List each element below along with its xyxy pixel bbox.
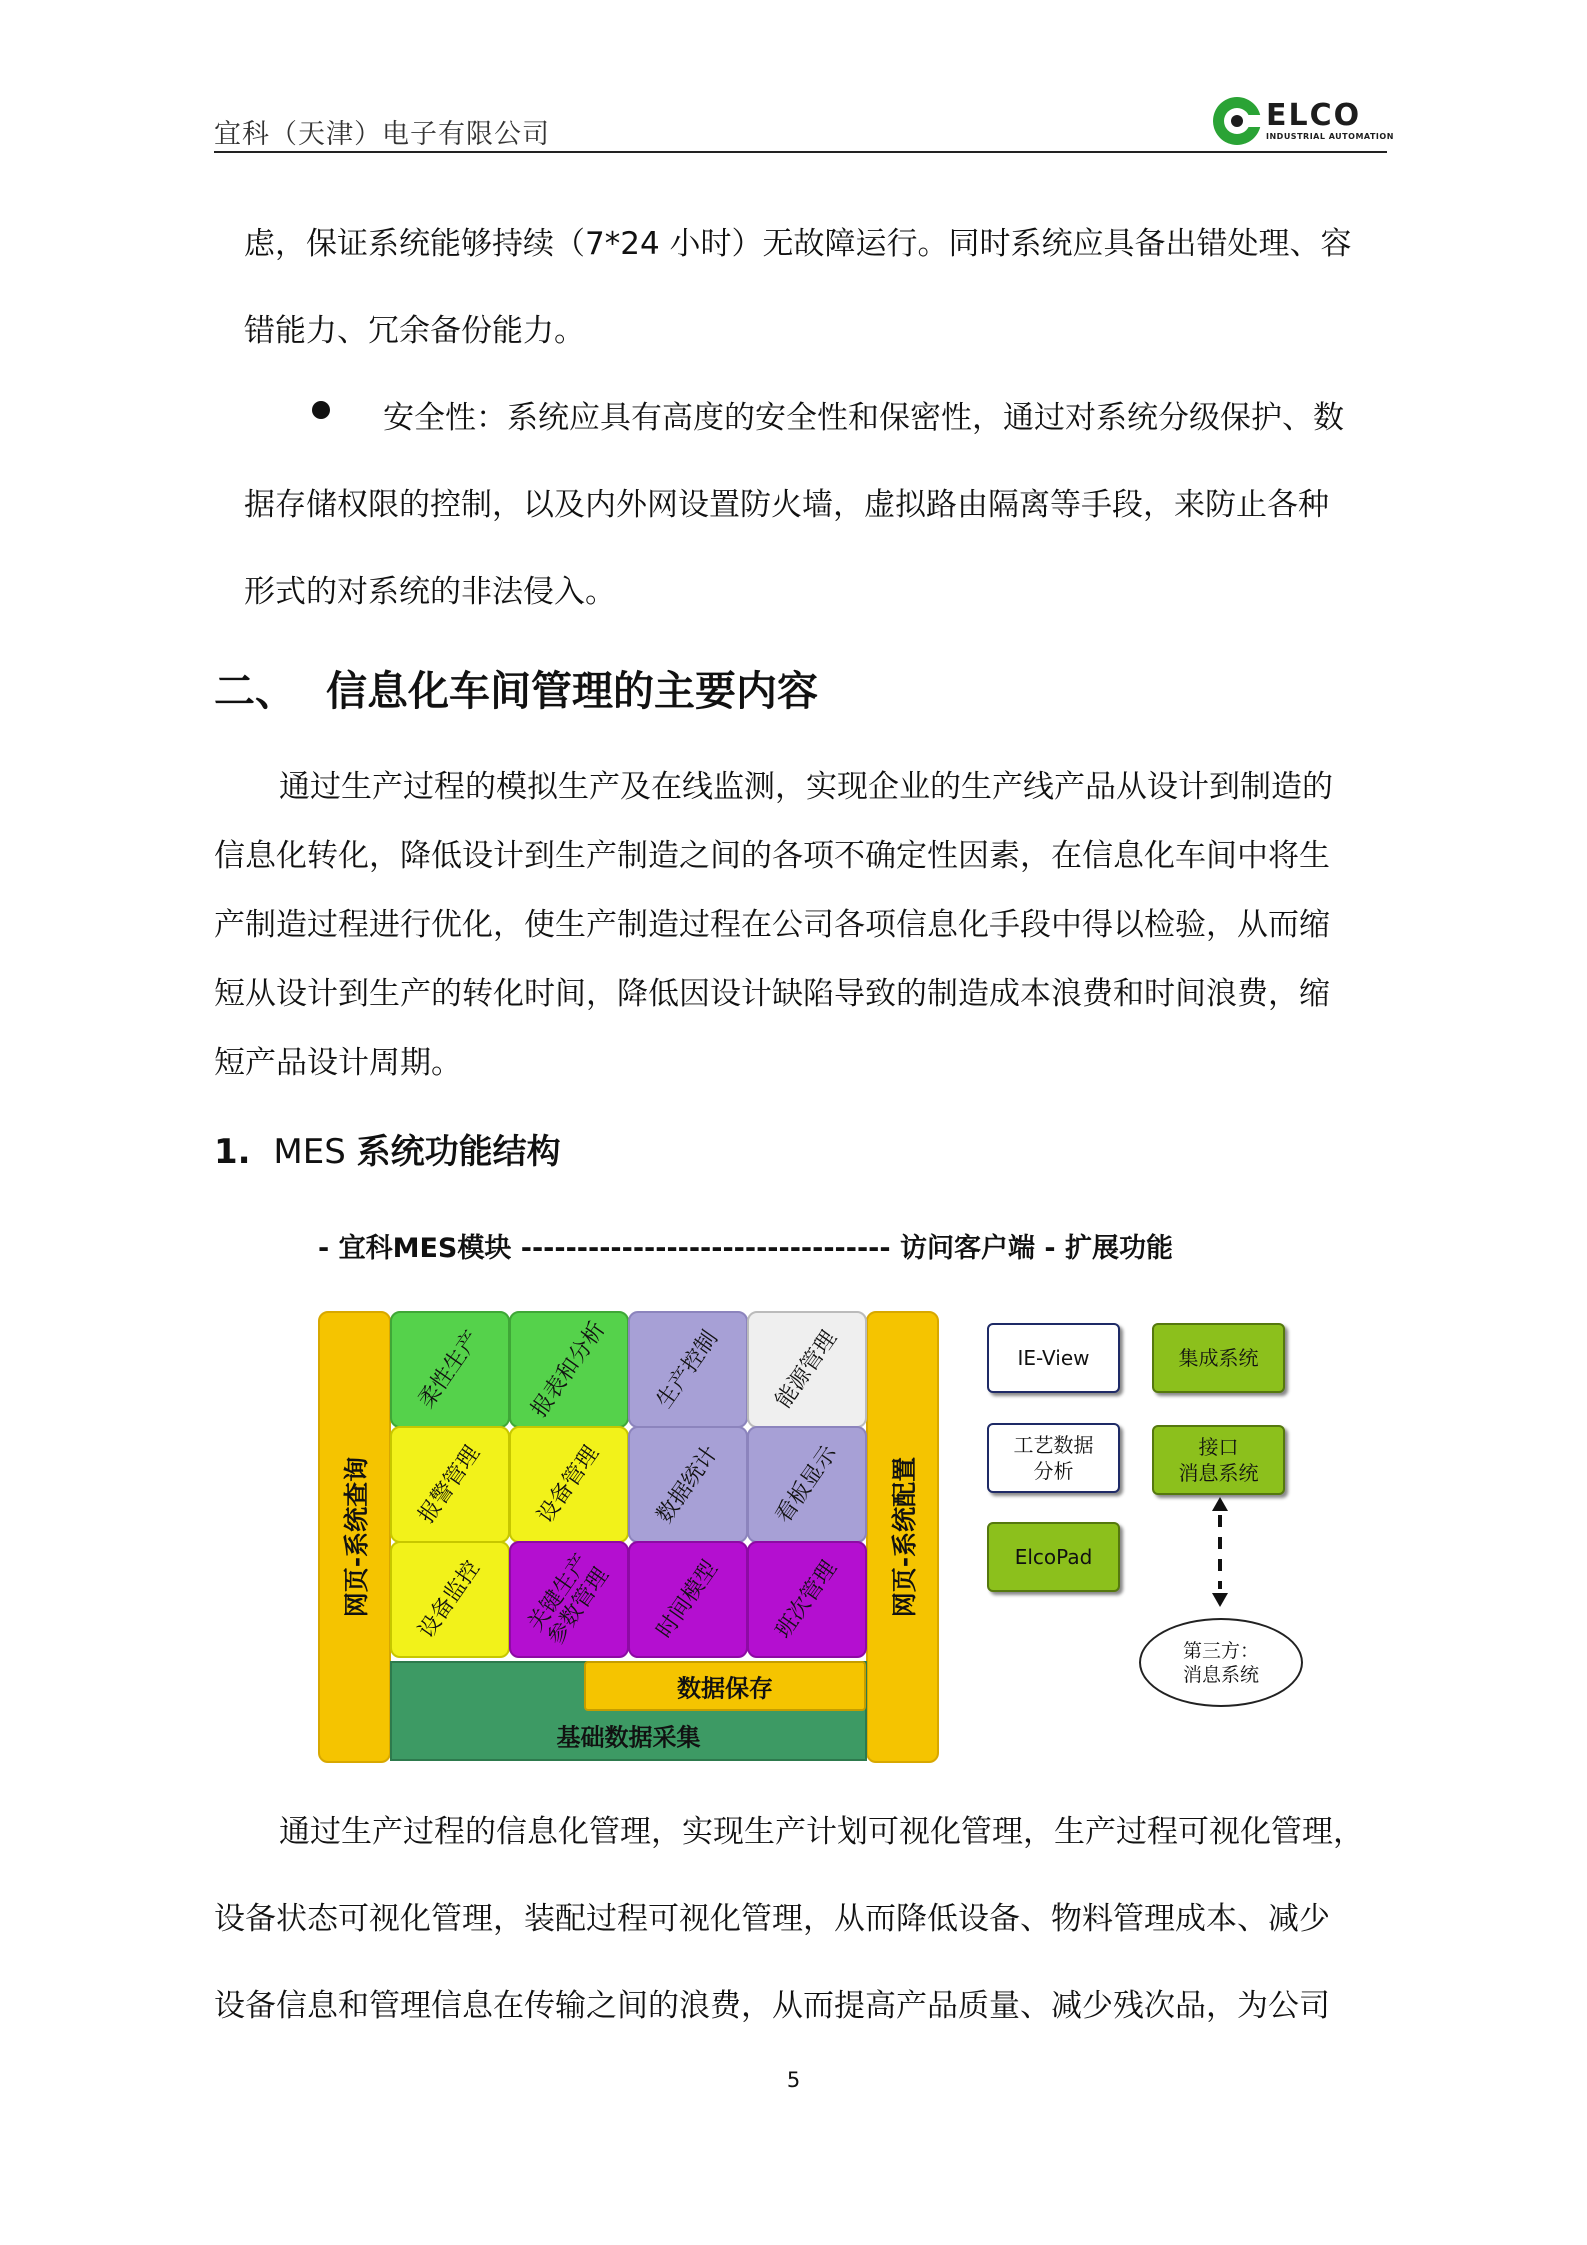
module-label: 关键生产 参数管理	[523, 1549, 614, 1650]
extension-box	[1152, 1425, 1285, 1495]
extension-box	[1152, 1323, 1285, 1393]
module-label: 时间模型	[652, 1555, 724, 1643]
data-save-bar	[584, 1661, 866, 1711]
right-pillar-label: 网页-系统配置	[889, 1456, 919, 1618]
text-line: 通过生产过程的模拟生产及在线监测，实现企业的生产线产品从设计到制造的	[279, 769, 1333, 805]
module-cell	[390, 1541, 510, 1658]
module-label: 能源管理	[771, 1325, 843, 1413]
header-company: 宜科（天津）电子有限公司	[214, 119, 550, 150]
text-line: 虑，保证系统能够持续（7*24 小时）无故障运行。同时系统应具备出错处理、容	[244, 226, 1352, 262]
client-label: IE-View	[1017, 1346, 1090, 1370]
text-line: 短从设计到生产的转化时间，降低因设计缺陷导致的制造成本浪费和时间浪费，缩	[214, 976, 1330, 1012]
bullet-text-line: 安全性：系统应具有高度的安全性和保密性，通过对系统分级保护、数	[383, 400, 1344, 436]
client-box	[987, 1323, 1120, 1393]
client-label: 工艺数据 分析	[1013, 1433, 1094, 1483]
text-line: 设备信息和管理信息在传输之间的浪费，从而提高产品质量、减少残次品，为公司	[214, 1988, 1330, 2024]
module-label: 生产控制	[652, 1325, 724, 1413]
bullet-icon	[312, 401, 330, 419]
extension-label: 接口 消息系统	[1178, 1435, 1259, 1485]
left-pillar-label: 网页-系统查询	[341, 1456, 371, 1618]
module-cell	[509, 1426, 629, 1543]
module-label: 报警管理	[414, 1440, 486, 1528]
section-heading	[214, 658, 818, 717]
client-box	[987, 1423, 1120, 1493]
bullet-text-line: 据存储权限的控制，以及内外网设置防火墙，虚拟路由隔离等手段，来防止各种	[244, 487, 1329, 523]
module-cell	[628, 1541, 748, 1658]
logo-text: ELCO	[1266, 98, 1362, 133]
text-line: 通过生产过程的信息化管理，实现生产计划可视化管理，生产过程可视化管理，	[279, 1814, 1364, 1850]
double-arrow-icon	[1200, 1497, 1240, 1607]
module-cell	[628, 1426, 748, 1543]
third-party-label: 第三方： 消息系统	[1182, 1639, 1260, 1686]
module-label: 数据统计	[652, 1440, 724, 1528]
module-cell	[509, 1311, 629, 1428]
module-cell	[747, 1426, 867, 1543]
module-cell	[747, 1311, 867, 1428]
subsection-title: 系统功能结构	[356, 1132, 561, 1172]
page-number: 5	[786, 2068, 801, 2092]
module-cell	[390, 1426, 510, 1543]
client-label: ElcoPad	[1014, 1545, 1093, 1569]
text-line: 错能力、冗余备份能力。	[244, 313, 585, 349]
module-label: 班次管理	[771, 1555, 843, 1643]
module-label: 设备监控	[414, 1555, 486, 1643]
module-cell	[747, 1541, 867, 1658]
elco-logo	[1210, 92, 1394, 150]
module-label: 看板显示	[771, 1440, 843, 1528]
client-box	[987, 1522, 1120, 1592]
module-cell	[390, 1311, 510, 1428]
bullet-text-line: 形式的对系统的非法侵入。	[244, 574, 616, 610]
module-label: 报表和分析	[526, 1316, 611, 1422]
subsection-prefix: MES	[273, 1132, 346, 1172]
right-pillar	[866, 1311, 939, 1763]
base-data-label: 基础数据采集	[556, 1723, 701, 1752]
diagram-title: - 宜科MES模块 --------------------------------- 访问客户端 - 扩展功能	[318, 1233, 1173, 1264]
section-title: 信息化车间管理的主要内容	[326, 667, 818, 715]
logo-mark-icon	[1210, 94, 1264, 148]
module-label: 设备管理	[533, 1440, 605, 1528]
data-save-label: 数据保存	[677, 1674, 773, 1703]
module-cell	[628, 1311, 748, 1428]
module-label: 柔性生产	[414, 1325, 486, 1413]
third-party-ellipse	[1139, 1618, 1303, 1707]
text-line: 产制造过程进行优化，使生产制造过程在公司各项信息化手段中得以检验，从而缩	[214, 907, 1330, 943]
text-line: 设备状态可视化管理，装配过程可视化管理，从而降低设备、物料管理成本、减少	[214, 1901, 1330, 1937]
text-line: 短产品设计周期。	[214, 1045, 462, 1081]
module-cell	[509, 1541, 629, 1658]
extension-label: 集成系统	[1178, 1346, 1259, 1370]
subsection-heading	[214, 1124, 561, 1173]
header-rule	[214, 151, 1387, 153]
left-pillar	[318, 1311, 391, 1763]
subsection-number: 1.	[214, 1132, 251, 1172]
text-line: 信息化转化，降低设计到生产制造之间的各项不确定性因素，在信息化车间中将生	[214, 838, 1330, 874]
logo-subtitle: INDUSTRIAL AUTOMATION	[1266, 132, 1394, 141]
section-number: 二、	[214, 667, 296, 715]
